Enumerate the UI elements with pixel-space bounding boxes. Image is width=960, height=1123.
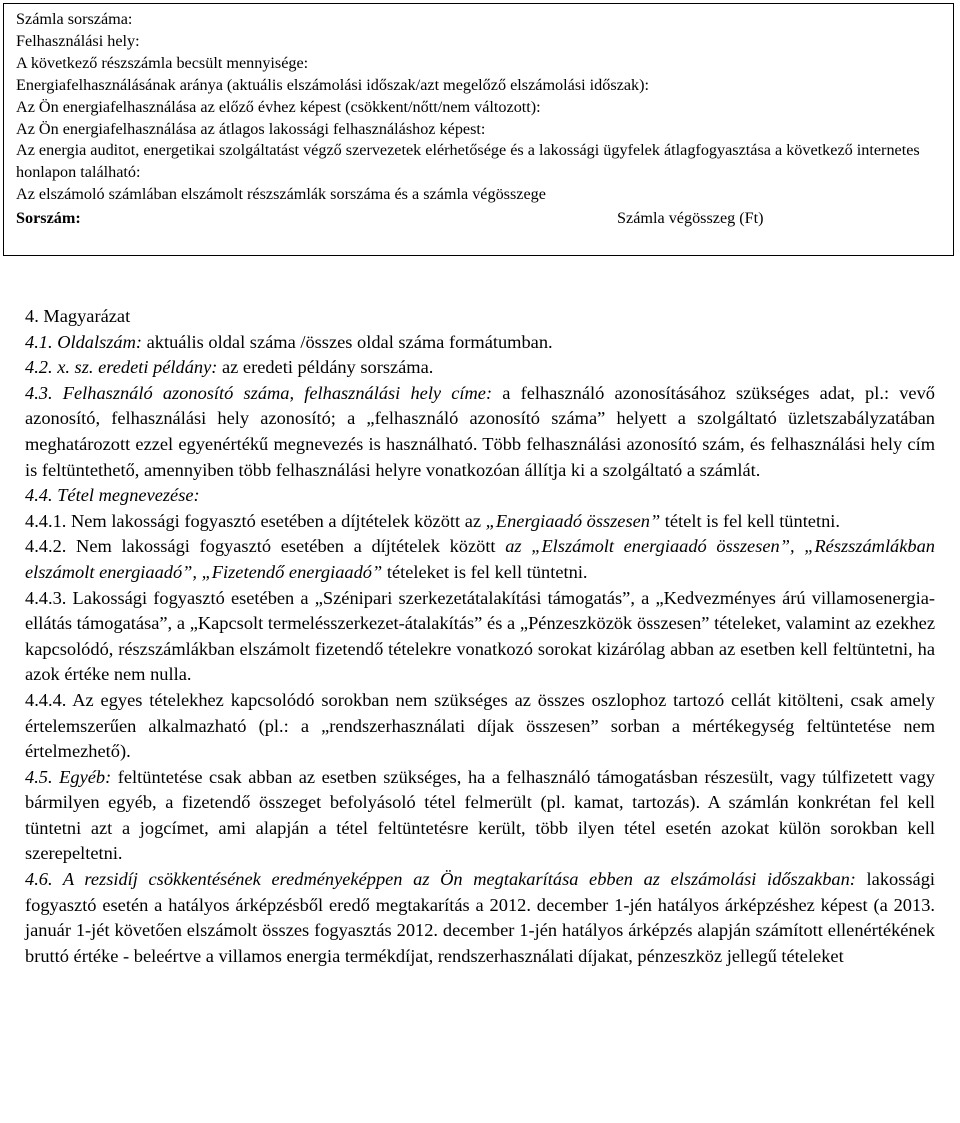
paragraph-4-4-1-term: „Energiaadó összesen” — [485, 510, 661, 531]
consumption-ratio-label: Energiafelhasználásának aránya (aktuális elszámolási időszak/azt megelőző elszámolási időszak): — [16, 75, 649, 94]
average-comparison-label: Az Ön energiafelhasználása az átlagos lakossági felhasználáshoz képest: — [16, 119, 486, 138]
serial-number-column-label: Sorszám: — [16, 209, 81, 228]
paragraph-4-4 — [3, 483, 935, 509]
paragraph-4-3-text: a felhasználó azonosításához szükséges adat, pl.: vevő azonosító, felhasználási hely azonosító; a „felhasználó azonosító száma” helyett a szolgáltató üzletszabályzatában meghatározott ezzel egyenértékű megnevezés is használható. Több felhasználási azonosító szám, és felhasználási hely cím is feltüntethető, amennyiben több felhasználási helyre vonatkozóan állítja ki a szolgáltató a számlát. — [25, 382, 935, 480]
paragraph-4-4-2-term: az „Elszámolt energiaadó összesen”, „Részszámlákban elszámolt energiaadó”, „Fizetendő energiaadó” — [25, 536, 935, 582]
consumption-place-label: Felhasználási hely: — [16, 31, 140, 50]
invoice-number-label: Számla sorszáma: — [16, 10, 133, 28]
paragraph-4-4-1-text-b: tételt is fel kell tüntetni. — [660, 510, 840, 531]
section-heading: 4. Magyarázat — [25, 306, 131, 326]
paragraph-4-4-2-text-a: 4.4.2. Nem lakossági fogyasztó esetében a díjtételek között — [25, 536, 506, 557]
partial-bills-title: Az elszámoló számlában elszámolt részszámlák sorszáma és a számla végösszege — [16, 185, 546, 204]
paragraph-4-1-term: Oldalszám: — [57, 331, 143, 352]
paragraph-4-5 — [3, 765, 935, 867]
paragraph-4-3-number: 4.3. — [25, 382, 53, 403]
paragraph-4-6 — [3, 867, 935, 969]
paragraph-4-4-number: 4.4. — [25, 485, 53, 506]
paragraph-4-5-number: 4.5. — [25, 766, 53, 787]
paragraph-4-5-text: feltüntetése csak abban az esetben szükséges, ha a felhasználó támogatásban részesült, vagy túlfizetett vagy bármilyen egyéb, a fizetendő összeget befolyásoló tétel felmerült (pl. kamat, tartozás). A számlán konkrétan fel kell tüntetni azt a jogcímet, ami alapján a tétel feltüntetésre került, több ilyen tétel esetén azokat külön sorokban kell szerepeltetni. — [25, 766, 935, 864]
paragraph-4-2-number: 4.2. — [25, 357, 53, 378]
invoice-info-box — [3, 3, 954, 256]
invoice-total-column-label: Számla végösszeg (Ft) — [617, 209, 764, 228]
paragraph-4-2-term: x. sz. eredeti példány: — [57, 357, 218, 378]
paragraph-4-6-number: 4.6. — [25, 869, 53, 890]
paragraph-4-2 — [3, 355, 935, 381]
next-partial-bill-label: A következő részszámla becsült mennyisége: — [16, 53, 309, 72]
paragraph-4-1-number: 4.1. — [25, 331, 53, 352]
paragraph-4-3 — [3, 381, 935, 483]
partial-bills-header-row — [16, 206, 941, 230]
paragraph-4-4-term: Tétel megnevezése: — [57, 485, 200, 506]
paragraph-4-4-4: 4.4.4. Az egyes tételekhez kapcsolódó sorokban nem szükséges az összes oszlophoz tartozó cellát kitölteni, csak amely értelemszerűen alkalmazható (pl.: a „rendszerhasználati díjak összesen” sorban a mértékegység feltüntetése nem értelmezhető). — [25, 689, 935, 762]
paragraph-4-3-term: Felhasználó azonosító száma, felhasználási hely címe: — [62, 382, 493, 403]
paragraph-4-4-2 — [3, 534, 935, 585]
paragraph-4-4-3: 4.4.3. Lakossági fogyasztó esetében a „Szénipari szerkezetátalakítási támogatás”, a „Kedvezményes árú villamosenergia-ellátás támogatása”, a „Kapcsolt termelésszerkezet-átalakítás” és a „Pénzeszközök összesen” tételeket, valamint az ezekhez kapcsolódó, részszámlákban elszámolt fizetendő tételekre vonatkozó sorokat kizárólag abban az esetben kell feltüntetni, ha azok értéke nem nulla. — [25, 587, 935, 685]
paragraph-4-4-1 — [3, 509, 935, 535]
paragraph-4-1-text: aktuális oldal száma /összes oldal száma formátumban. — [142, 331, 553, 352]
paragraph-4-2-text: az eredeti példány sorszáma. — [217, 357, 434, 378]
paragraph-4-5-term: Egyéb: — [59, 766, 112, 787]
explanation-section — [3, 304, 935, 969]
paragraph-4-4-1-text-a: 4.4.1. Nem lakossági fogyasztó esetében a díjtételek között az — [25, 510, 486, 531]
paragraph-4-6-term: A rezsidíj csökkentésének eredményeképpen az Ön megtakarítása ebben az elszámolási időszakban: — [62, 869, 856, 890]
previous-year-comparison-label: Az Ön energiafelhasználása az előző évhez képest (csökkent/nőtt/nem változott): — [16, 97, 541, 116]
paragraph-4-4-2-text-b: tételeket is fel kell tüntetni. — [382, 561, 588, 582]
paragraph-4-1 — [3, 330, 935, 356]
paragraph-4-6-text: lakossági fogyasztó esetén a hatályos árképzésből eredő megtakarítás a 2012. december 1-jén hatályos árképzéshez képest (a 2013. január 1-jét követően elszámolt összes fogyasztás 2012. december 1-jén hatályos árképzés alapján számított ellenértékének bruttó értéke - beleértve a villamos energia termékdíjat, rendszerhasználati díjakat, pénzeszköz jellegű tételeket — [25, 869, 935, 966]
auditor-availability-label: Az energia auditot, energetikai szolgáltatást végző szervezetek elérhetősége és a lakossági ügyfelek átlagfogyasztása a következő internetes honlapon található: — [16, 141, 920, 182]
